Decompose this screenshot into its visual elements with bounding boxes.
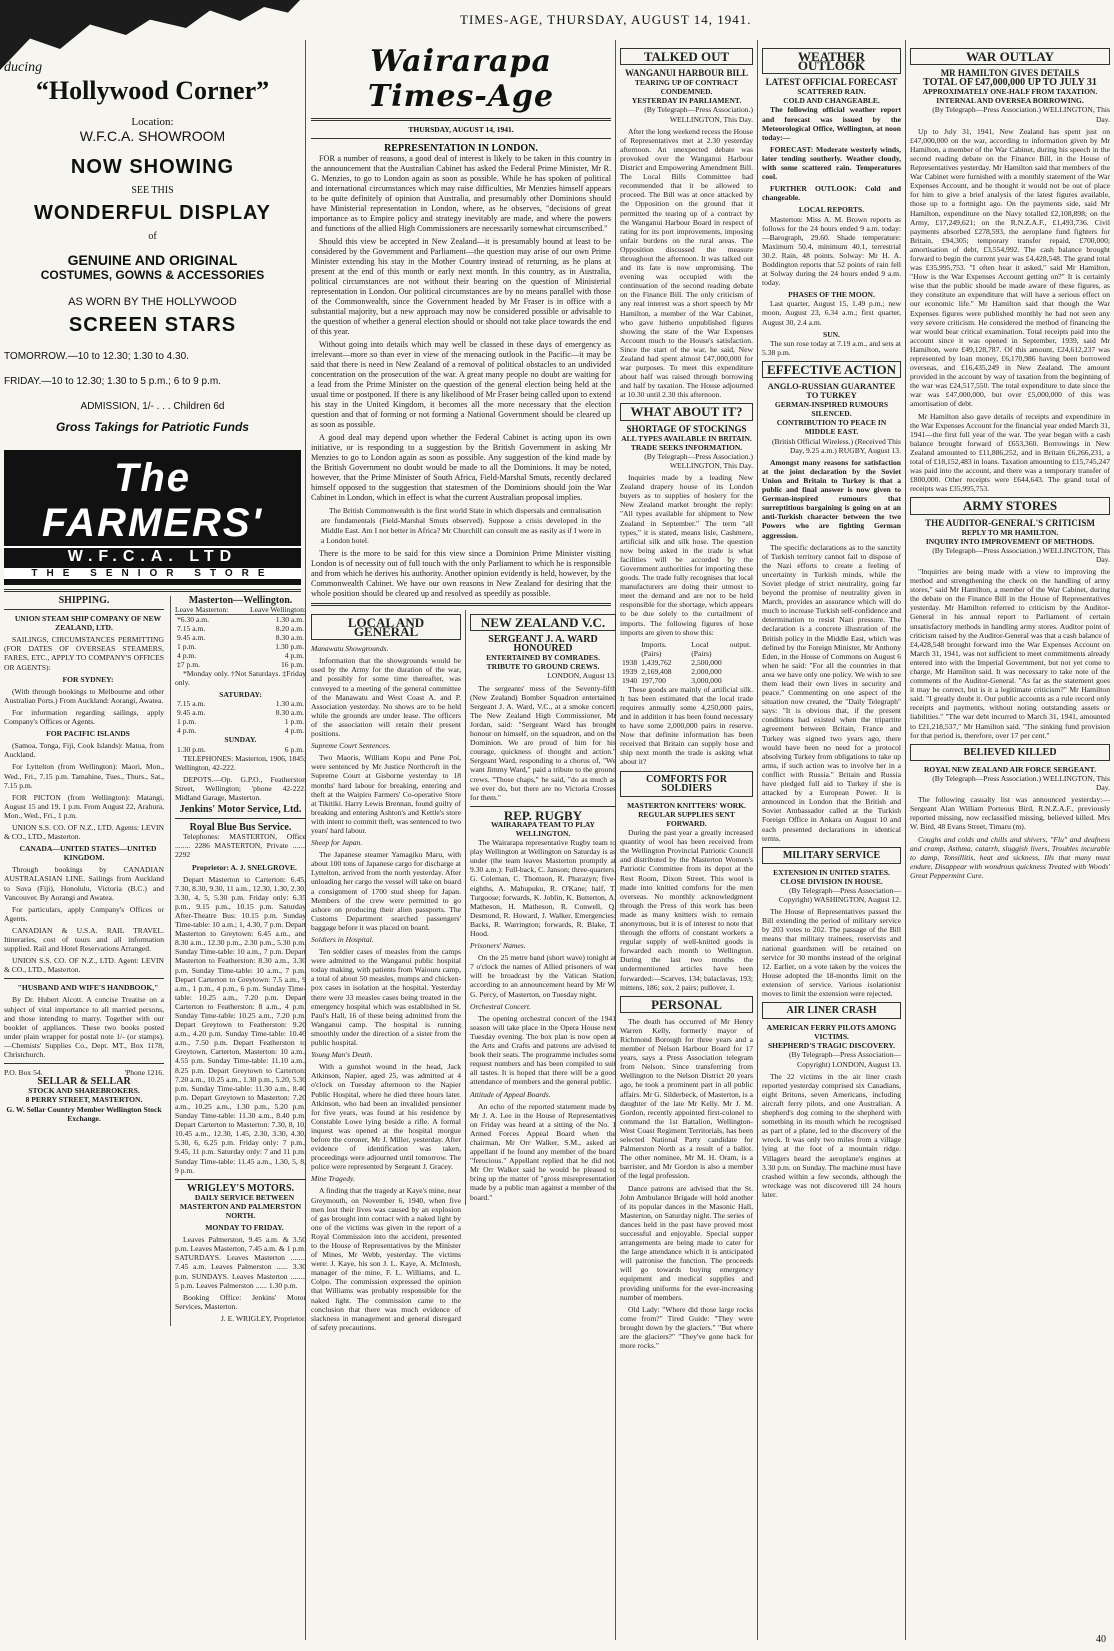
shipping-info: For information regarding sailings, apply Company's Offices or Agents.: [4, 707, 164, 727]
shipping-canada: Through bookings by CANADIAN AUSTRALASIAN LINE. Sailings from Auckland to Suva (Fiji), Honolulu, Victoria (B.C.) and Vancouver. By Aorangi and Awatea.: [4, 865, 164, 902]
news-area: [311, 610, 616, 1490]
table-row: [175, 699, 306, 708]
cell: 4 p.m.: [284, 726, 304, 736]
royal-blue-telephones: Telephones: MASTERTON, Office ........ 2286 MASTERTON, Private ....... 2292: [175, 832, 306, 860]
outlay-sub3: INTERNAL AND OVERSEA BORROWING.: [936, 96, 1084, 106]
weather-moon: Last quarter, August 15, 1.49 p.m.; new moon, August 23, 6.34 a.m.; first quarter, August 30, 2.4 a.m.: [762, 299, 901, 327]
cell: 1 p.m.: [177, 717, 197, 727]
farmers-senior: THE SENIOR STORE: [4, 568, 301, 579]
cell: 4 p.m.: [177, 726, 197, 736]
ad-stars: SCREEN STARS: [68, 314, 237, 336]
table-row: [175, 726, 306, 735]
what-heading: WHAT ABOUT IT?: [620, 403, 753, 420]
farmers-wfca: W.F.C.A. LTD: [4, 546, 301, 566]
book-ad-title: "HUSBAND AND WIFE'S HANDBOOK,": [17, 983, 159, 993]
ad-location-label: Location:: [131, 116, 174, 128]
comforts-sub: MASTERTON KNITTERS' WORK.: [627, 800, 746, 810]
column-war-outlay: [910, 44, 1110, 1649]
wrigley-days: MONDAY TO FRIDAY.: [205, 1223, 284, 1233]
cell: 2,500,000: [691, 657, 722, 667]
timetable-heading: Masterton—Wellington.: [188, 595, 293, 606]
vc-sub3: TRIBUTE TO GROUND CREWS.: [486, 662, 600, 672]
table-row: [620, 658, 753, 667]
editorial-quote: The British Commonwealth is the first world State in which dispersals and centralisation are fundamentals (Field-Marshal Smuts observed). Suppose a crisis developed in the Middle East. Am I not better in Africa? Mr Churchill can consult me as easily as if I were in a London hotel.: [321, 506, 601, 545]
army-sub3: INQUIRY INTO IMPROVEMENT OF METHODS.: [925, 536, 1095, 546]
cell: *6.30 a.m.: [177, 615, 210, 625]
timetable-leave-masterton: Leave Masterton:: [175, 605, 229, 615]
sellar-phone: 'Phone 1216.: [124, 1068, 164, 1078]
army-sub2: REPLY TO MR HAMILTON.: [961, 527, 1059, 537]
wrigley-heading: WRIGLEY'S MOTORS.: [186, 1182, 295, 1194]
weather-intro: The following official weather report and forecast was issued by the Meteorological Office, Wellington, at noon today:—: [762, 105, 901, 142]
weather-heading: WEATHER OUTLOOK: [762, 48, 901, 74]
sellar-address: 8 PERRY STREET, MASTERTON.: [25, 1095, 143, 1105]
weather-sub: LATEST OFFICIAL FORECAST: [765, 77, 898, 88]
cell: 1.30 a.m.: [275, 699, 304, 709]
talked-sub3: YESTERDAY IN PARLIAMENT.: [631, 96, 742, 106]
what-credit: (By Telegraph—Press Association.) WELLINGTON, This Day.: [644, 451, 753, 470]
outlay-heading: WAR OUTLAY: [910, 48, 1110, 65]
weather-forecast: FORECAST: Moderate westerly winds, later tending southerly. Weather cloudy, with some scattered rain. Temperatures cool.: [762, 144, 901, 182]
editorial-paragraph: A good deal may depend upon whether the Federal Cabinet is acting upon its own initiative, or is responding to a suggestion by the British Government in asking Mr Menzies to go to London again as soon as possible. Any suggestion of the kind made by the British Government no doubt would be made to all the Dominions. It may be noted, however, that the Prime Minister of South Africa, Field-Marshal Smuts, recently declared himself opposed to the suggestion that statesmen of the Dominions should join the War Cabinet in London, which in effect is what the current Australian proposal implies.: [311, 433, 611, 502]
royal-blue-body: Depart Masterton to Carterton: 6.45, 7.30, 8.30, 9.30, 11 a.m., 12.30, 1.30, 2.30, 3.30, 4, 5, 5.30 p.m. Friday only: 6.35 p.m., 9.15 p.m., 10.15 p.m. Saturday After-Theatre Bus: 10.15 p.m. Sunday Time-table: 10 a.m.; 1, 4.30, 7 p.m. Depart Masterton to Greytown: 6.45 a.m., and 8.30 a.m., 12.30 p.m., 2.30 p.m., 5.30 p.m. Sunday Time-table: 10 a.m., 7 p.m. Depart Masterton to Featherston: 8.30 a.m., 3.30 p.m. Sunday Time-table: 10 a.m., 7 p.m. Depart Carterton to Greytown: 7.5 a.m., 9 a.m., 1 p.m., 4 p.m., 6 p.m. Sunday Time-table: 10.25 a.m., 7.20 p.m. Depart Carterton to Featherston: 8 a.m., 4 p.m. Sunday Time-table: 10.25 a.m., 7.20 p.m. Depart Greytown to Featherston: 9.20 a.m., 4.20 p.m. Sunday Time-table: 10.40 a.m., 7.50 p.m. Depart Featherston to Greytown, Carterton, Masterton: 10 a.m., 4.55 p.m. Sunday Time-table: 11.10 a.m., 8.25 p.m. Depart Greytown to Carterton: 7.20 a.m., 10.25 a.m., 1.30 p.m., 5.20, 5.30 p.m. Sunday Time-table: 11.30 a.m., 8.40 p.m. Depart Greytown to Masterton: 7.20 a.m., 10.25 a.m., 1.30 p.m., 5.20 p.m. Sunday Time-table: 11.30 a.m., 8.40 p.m. Depart Carterton to Masterton: 7.30, 8, 10, 10.45 a.m., 12.30, 1.45, 2.30, 3.30, 4.30, 5.30, 6, 6.25 p.m. Friday only: 7 p.m., 9.45, 11 p.m. Saturday only: 7 and 11 p.m. Sunday Time-table: 11.45 a.m., 1.30, 5, 8, 9 p.m.: [175, 874, 306, 1175]
timetable-depots: DEPOTS.—Op. G.P.O., Featherston Street, Wellington; 'phone 42-222. Midland Garage, Masterton.: [175, 774, 306, 802]
shipping-union: UNION STEAM SHIP COMPANY OF NEW ZEALAND, LTD.: [14, 614, 162, 633]
local-paragraph: Ten soldier cases of measles from the camps were admitted to the Wanganui public hospital today making, with patients from Waiouru camp, a total of about 50 measles, mumps and chicken-pox cases in isolation at the hospital. Yesterday there were 33 measles cases being treated in the emergency hospital which was established in St. Paul's Hall, 16 of these being admitted from the Wanganui camp. The hospital is running smoothly under the direction of a sister from the public hospital.: [311, 947, 461, 1048]
local-general: [311, 610, 461, 1335]
outlay-body2: Mr Hamilton also gave details of receipts and expenditure in the War Expenses Account for the financial year ended March 31, 1941—the first full year of the war. The year began with a cash balance brought forward of £653,360. Borrowings in New Zealand amounted to £11,886,252, and in Britain £6,266,231, a total of £18,152,483 in loans. Taxation amounting to £15,745,247 was paid into the account, and there was a temporary transfer of £800,000. Other receipts were £644,643. The grand total of receipts was £35,995,753.: [910, 411, 1110, 494]
timetable-head-row: [175, 605, 306, 615]
table-row: [175, 651, 306, 660]
cell: [620, 640, 639, 658]
killed-sub: ROYAL NEW ZEALAND AIR FORCE SERGEANT.: [924, 764, 1096, 774]
shipping-canada-head: CANADA—UNITED STATES—UNITED KINGDOM.: [19, 844, 157, 863]
weather-sun: The sun rose today at 7.19 a.m., and sets at 5.38 p.m.: [762, 338, 901, 357]
editorial-paragraph: FOR a number of reasons, a good deal of interest is likely to be taken in this country in the announcement that the Australian Cabinet has asked the Federal Prime Minister, Mr R. G. Menzies, to go to London again as soon as possible. While he has spoken of political and international circumstances which may raise difficulties, Mr Menzies himself appears to be quite definitely of opinion that Australia, and presumably other Dominions should have Ministerial representation in London, where, as he observes, "decisions of great importance as to Empire policy and strategy inevitably are made, and where the powers and functions of the allied High Commissioners are necessarily somewhat circumscribed.": [311, 154, 611, 233]
personal-joke: Old Lady: "Where did those large rocks come from?" Tired Guide: "They were brought down by the glaciers." "But where are the glaciers?" "They've gone back for more rocks.": [620, 1304, 753, 1351]
column-talked-out: [620, 44, 753, 1649]
book-ad-body: By Dr. Hubert Alcott. A concise Treatise on a subject of vital importance to all married persons, and those intending to marry. Together with our booklet of appliances. These two books posted under plain wrapper for postal note 1/- (or stamps).—Chemists' Supplies Co., Dept. MT., Box 1178, Christchurch.: [4, 995, 164, 1060]
cell: 197,700: [641, 675, 666, 685]
masthead: Wairarapa Times-Age: [367, 44, 555, 114]
airliner-body: The 22 victims in the air liner crash reported yesterday comprised six Canadians, eight Britons, seven Americans, including aircraft ferry pilots, and one Australian. A shepherd's dog coming to the shepherd with something in its mouth which he recognised as part of a plane, led to the discovery of the wreck. It was only two miles from a village lying at the foot of a mountain ridge. Villagers heard the aeroplane's engines at 3.30 p.m. on Sunday. The machine must have crashed within a few seconds, although the wreckage was not discovered till 24 hours later.: [762, 1071, 901, 1199]
what-sub: SHORTAGE OF STOCKINGS: [626, 423, 747, 434]
weather-sub3: COLD AND CHANGEABLE.: [783, 96, 880, 106]
editorial-date: THURSDAY, AUGUST 14, 1941.: [408, 125, 514, 134]
killed-ad: Coughs and colds and chills and shivers, "Flu" and deafness and cramp, Asthma, catarrh, sluggish livers, Troubles incurable to damp, Tonsillitis, heat and sickness, Ills that many must endure, Disappear with wondrous quickness Treated with Woods' Great Peppermint Cure.: [910, 834, 1110, 880]
cell: 9.45 a.m.: [177, 708, 206, 718]
vc-sub2: ENTERTAINED BY COMRADES.: [486, 653, 600, 663]
weather-moon-head: PHASES OF THE MOON.: [788, 290, 875, 300]
shipping-notice: [4, 596, 164, 1123]
action-credit: (British Official Wireless.) (Received This Day, 9.25 a.m.) RUGBY, August 13.: [772, 436, 901, 455]
comforts-sub2: REGULAR SUPPLIES SENT FORWARD.: [638, 809, 735, 828]
column-rule: [757, 40, 758, 1640]
editorial-paragraph: There is the more to be said for this view since a Dominion Prime Minister visiting London is of necessity out of full touch with the only Parliament to which he is responsible and from which he derives his authority. Another opinion evidently is held, however, by the Commonwealth Cabinet. We have our own reasons in New Zealand for desiring that the whole position should be cleared up and resolved as speedily as possible.: [311, 549, 611, 598]
cell: 8.20 a.m.: [275, 624, 304, 634]
rugby-sub: WAIRARAPA TEAM TO PLAY WELLINGTON.: [491, 819, 595, 838]
what-sub3: TRADE SEEKS INFORMATION.: [630, 442, 743, 452]
folio: 40: [1096, 1634, 1106, 1645]
editorial-title: REPRESENTATION IN LONDON.: [384, 143, 538, 154]
vc-rugby: [465, 610, 616, 1205]
ad-location: W.F.C.A. SHOWROOM: [79, 128, 226, 144]
classified-area: [4, 595, 306, 1446]
timetable-sunday: SUNDAY.: [224, 735, 257, 745]
airliner-credit: (By Telegraph—Press Association—Copyright) LONDON, August 13.: [789, 1050, 901, 1069]
army-heading: ARMY STORES: [910, 497, 1110, 514]
personal-body2: Dance patrons are advised that the St. John Ambulance Brigade will hold another of its popular dances in the Masonic Hall, Masterton, on Saturday night. The series of dances held in the past have proved most successful and enjoyable. Special supper arrangements are being made to cater for the large attendance which it is anticipated will patronise the function. The proceeds will go towards buying emergency equipment and medical supplies and providing uniforms for the ever-increasing number of members.: [620, 1183, 753, 1302]
wrigley-booking: Booking Office: Jenkins' Motor Services, Masterton.: [175, 1292, 306, 1311]
military-credit: (By Telegraph—Press Association—Copyright) WASHINGTON, August 12.: [778, 885, 901, 905]
military-sub: EXTENSION IN UNITED STATES.: [773, 867, 890, 877]
sellar-name: SELLAR & SELLAR: [37, 1076, 131, 1088]
shipping-sydney: (With through bookings to Melbourne and other Australian Ports.) From Auckland: Aorangi, Awatea.: [4, 686, 164, 705]
table-row: [175, 624, 306, 633]
shipping-sailings: SAILINGS, CIRCUMSTANCES PERMITTING (FOR DATES OF OVERSEAS STEAMERS, FARES, ETC., APPLY TO COMPANY'S OFFICES OR AGENTS):: [4, 635, 164, 672]
cell: 1 p.m.: [284, 717, 304, 727]
centre-columns: [311, 44, 616, 1649]
military-heading: MILITARY SERVICE: [762, 847, 901, 864]
local-subhead: Soldiers in Hospital.: [311, 935, 374, 944]
wrigley-sub: DAILY SERVICE BETWEEN MASTERTON AND PALMERSTON NORTH.: [179, 1192, 302, 1220]
local-paragraph: With a gunshot wound in the head, Jack Atkinson, Napier, aged 25, was admitted at 4 o'clock on Tuesday afternoon to the Napier Public Hospital, where he died three hours later. Atkinson, who had been an invalided pensioner for five years, was found at his residence by Constable Lowe lying beside a rifle. A formal inquest was opened at the hospital morgue before the coroner, Mr J. Miller, yesterday. After evidence of identification was taken, proceedings were adjourned until tomorrow. The police were represented by Sergeant J. Gracey.: [311, 1062, 461, 1172]
ad-friday: FRIDAY.—10 to 12.30; 1.30 to 5 p.m.; 6 to 9 p.m.: [4, 376, 221, 387]
left-column: [4, 60, 306, 1650]
local-subhead: Supreme Court Sentences.: [311, 741, 391, 751]
sellar-member: G. W. Sellar Country Member Wellington Stock Exchange.: [6, 1104, 162, 1123]
cell: 1940: [622, 675, 638, 685]
action-sub3: CONTRIBUTION TO PEACE IN MIDDLE EAST.: [776, 418, 887, 437]
column-weather: [762, 44, 901, 1649]
royal-blue-heading: Royal Blue Bus Service.: [189, 822, 292, 834]
local-subhead: Sheep for Japan.: [311, 838, 363, 848]
cell: 4 p.m.: [177, 651, 197, 661]
column-rule: [905, 40, 906, 1640]
weather-further: FURTHER OUTLOOK: Cold and changeable.: [762, 184, 901, 203]
editorial-paragraph: Without going into details which may well be classed in these days of emergency as irrelevant—more so than ever in view of the menacing outlook in the Pacific—it may be said that there is need in New Zealand of a removal of political obstacles to an undivided concentration on the prosecution of the war. A great many people no doubt are waiting for a lead from the Prime Minister on the question of the general election being held at the usual time or postponed. If there is any likelihood of Mr Fraser being called upon to extend his stay in the United Kingdom, it becomes all the more necessary that the election question and that of forming or not forming a National Government should be cleared up as soon as possible.: [311, 340, 611, 429]
army-body: "Inquiries are being made with a view to improving the method and strengthening the check on the handling of army stores," said Mr Hamilton, a member of the War Cabinet, during the debate on the Finance Bill in the House of Representatives yesterday. Mr Hamilton referred to criticism by the Auditor-General in his annual report to Parliament of certain unsatisfactory methods in handling army stores. Auditor point of criticism raised by the Auditor-General was that a cash balance of £4,428,548 brought forward into the War Expenses Account on March 31, 1941, was not sufficient to meet commitments already entered into with the Imperial Government, but not yet come to charge, Mr Hamilton said. It was necessary to take note of the comments of the Auditor-General. "As far as the statement goes it may be correct, but is it a legitimate criticism?" Mr Hamilton said. "I greatly doubt it. Our public accounts as a rule record only receipts and payments, without noting outstanding assets or liabilities." "The war debt incurred to March 31, 1941, amounted to £21,218,537," Mr Hamilton said. "The sinking fund provision for that period is, therefore, over 17 per cent.": [910, 566, 1110, 740]
army-sub: THE AUDITOR-GENERAL'S CRITICISM: [925, 517, 1095, 528]
table-row: [175, 717, 306, 726]
outlay-total: TOTAL OF £47,000,000 UP TO JULY 31: [923, 77, 1097, 89]
ad-admission: ADMISSION, 1/- . . . Children 6d: [80, 401, 225, 412]
ad-of: of: [148, 231, 157, 242]
farmers-logo: [4, 450, 301, 585]
cell: 4 p.m.: [284, 651, 304, 661]
table-row: [175, 745, 306, 754]
cell: 7.15 a.m.: [177, 699, 206, 709]
action-sub2: GERMAN-INSPIRED RUMOURS SILENCED.: [774, 400, 889, 419]
cell: 1 p.m.: [177, 642, 197, 652]
local-subhead: Manawatu Showgrounds.: [311, 644, 389, 654]
hose-table: [620, 640, 753, 685]
vc-credit: LONDON, August 13.: [547, 671, 616, 681]
timetable-telephones: TELEPHONES: Masterton, 1906, 1845; Wellington, 42-222.: [175, 753, 306, 772]
outlay-credit: (By Telegraph—Press Association.) WELLINGTON, This Day.: [932, 105, 1110, 124]
cell: 1938: [622, 657, 638, 667]
table-row: [620, 667, 753, 676]
local-paragraph: Information that the showgrounds would be used by the Army for the duration of the war, and possibly for some time thereafter, was conveyed to a meeting of the general committee of the Manawatu and West Coast A. and P. Association yesterday. No shows are to be held while the grounds are under lease. The officers of the association will retain their present positions.: [311, 656, 461, 739]
outlay-sub2: APPROXIMATELY ONE-HALF FROM TAXATION.: [922, 87, 1098, 97]
ad-tomorrow: TOMORROW.—10 to 12.30; 1.30 to 4.30.: [4, 351, 189, 362]
military-body: The House of Representatives passed the Bill extending the period of military service by 203 votes to 202. The passage of the Bill means that military trainees, reservists and national guardsmen will be retained on service for 30 months instead of the original 12. Earlier, on a vote taken by the voices the House adopted the 18-months limit on the extension of service. Various isolationist moves to limit the extension were rejected.: [762, 907, 901, 998]
cell: 7.15 a.m.: [177, 624, 206, 634]
vc-sub: SERGEANT J. A. WARD HONOURED: [488, 634, 598, 655]
timetable-weekday: [175, 615, 306, 669]
shipping-sydney-head: FOR SYDNEY:: [62, 674, 114, 684]
cell: Local output. (Pairs): [691, 639, 751, 658]
local-paragraph: Two Maoris, William Kopu and Pene Poi, were sentenced by Mr Justice Northcroft in the Supreme Court at Gisborne yesterday to 18 months' hard labour for breaking, entering and theft at the Waipiro Farmers' Co-operative Store at Tikitiki. Harry Lewis Brennan, found guilty of breaking and entering Ashton's and Kettle's store with intent to commit theft, was sentenced to two years' hard labour.: [311, 753, 461, 835]
cell: 16 p.m.: [281, 660, 304, 670]
weather-sun-head: SUN.: [823, 329, 840, 339]
shipping-pacific-head: FOR PACIFIC ISLANDS: [46, 729, 130, 739]
rugby-body: The Wairarapa representative Rugby team to play Wellington at Wellington on Saturday is as under (the team leaves Masterton promptly at 9.30 a.m.): Full-back, C. Janson; three-quarters, G. Coleman, C. Thomson, R. Pharazyn; five-eighths, A. Mahupuku, R. O'Kane; half, T. Turgoose; forwards, K. Joblin, K. Butterton, A. Matheson, H. Matheson, R. Conwell, Q. Desmond, R. Howard, J. Walker. Emergencies: Backs, R. Warrington; forwards, R. Blake, T. Hood.: [470, 838, 616, 938]
timetable-leave-wellington: Leave Wellington:: [250, 605, 306, 615]
killed-credit: (By Telegraph—Press Association.) WELLINGTON, This Day.: [932, 773, 1110, 793]
vc-body: The sergeants' mess of the Seventy-fifth (New Zealand) Bomber Squadron entertained Sergeant J. A. Ward, V.C., at a smoke concert. The New Zealand High Commissioner, Mr Jordan, said: "Sergeant Ward has brought honour on himself, on the squadron, and on the Dominion. We are proud of him for his courage, quickness of thought and action." Sergeant Ward, responding to a chorus of, "We want Jimmy Ward," paid a tribute to the ground crews. "Those chaps," he said, "do as much as we ever do, but there are no Victoria Crosses for them.": [470, 683, 616, 802]
personal-heading: PERSONAL: [620, 996, 753, 1013]
royal-blue-proprietor: Proprietor: A. J. SNELGROVE.: [192, 862, 297, 872]
shipping-agents: UNION S.S. CO. OF N.Z., LTD. Agents: LEVIN & CO., LTD., Masterton.: [4, 822, 164, 842]
shipping-particulars: For particulars, apply Company's Offices or Agents.: [4, 904, 164, 923]
comforts-heading: COMFORTS FOR SOLDIERS: [620, 771, 753, 797]
timetable-sat: [175, 699, 306, 735]
weather-sub2: SCATTERED RAIN.: [797, 87, 866, 97]
action-body: The specific declarations as to the sanctity of Turkish territory cannot fail to dispose of the Nazi efforts to create a feeling of uncertainty in Turkish minds, while the Soviet pledge of strict neutrality, going far beyond the promise of neutrality given in March, provides an assurance which will do much to increase Turkish self-confidence and determination to resist Nazi pressure. The declaration is a concrete illustration of the British policy in the Middle East, which was defined by the Foreign Minister, Mr Anthony Eden, in the House of Commons on August 6 when he said: "For all the countries in that area we have only one policy. We wish to see them lead their own lives in security and peace." Commenting on one aspect of the situation now created, the "Daily Telegraph" says: "It is obvious that, if the present conditions had existed when the tripartite agreement between Britain, France and Turkey was signed two years ago, there would have been no need for a protocol absolving Turkey from obligations to take up arms, if such action was to involve her in a conflict with Russia." Britain and Russia have pledged full aid to Turkey if she is attacked by a European Power. It is announced in London that the British and Soviet Ambassador called at the Turkish Foreign Office in Ankara on August 10 and each presented declarations in identical terms.: [762, 542, 901, 843]
local-paragraph: The Japanese steamer Yamagiku Maru, with about 100 tons of Japanese cargo for discharge at Lyttelton, arrived from the north yesterday. After unloading her cargo the vessel will take on board a consignment of 1700 stud sheep for Japan. Members of the crew were permitted to go ashore on producing their alien passports. The Customs Department searched passengers' baggage before it was placed on board.: [311, 850, 461, 932]
local-subhead: Young Man's Death.: [311, 1050, 373, 1060]
personal-body: The death has occurred of Mr Henry Warren Kelly, formerly mayor of Richmond Borough for three years and a member of Nelson Harbour Board for 17 years, says a Press Association telegram from Nelson. Since transferring from Wellington to the Nelson District 20 years ago, he took a prominent part in all public affairs. Mr G. Silderbeck, of Masterton, is a daughter of the late Mr Kelly. Mr J. M. Gordon, recently appointed first-colonel to command the 1st Battalion, Wellington-West Coast Regiment Territorials, has been selected National Party candidate for Palmerston North as a result of a ballot. The other nominee, Mr M. H. Oram, is a barrister, and Mr Gordon is also a member of the legal profession.: [620, 1016, 753, 1181]
airliner-sub: AMERICAN FERRY PILOTS AMONG VICTIMS.: [766, 1023, 897, 1042]
ad-kicker: ducing: [4, 60, 43, 75]
table-row: [620, 676, 753, 685]
table-row: [175, 615, 306, 624]
ad-gross: Gross Takings for Patriotic Funds: [56, 420, 249, 434]
what-after: These goods are mainly of artificial silk. It has been estimated that the local trade requires annually some 4,250,000 pairs, and in addition it has been found necessary to have some 2,000,000 pairs in reserve. Now that definite information has been received that Britain can supply hose and ship next month the trade is asking what about it?: [620, 684, 753, 767]
hollywood-ad: [4, 60, 301, 585]
cell: 2,169,408: [641, 666, 672, 676]
local-paragraph: A finding that the tragedy at Kaye's mine, near Greymouth, on November 6, 1940, when five men lost their lives was caused by an explosion of gas brought into contact with a naked light by one of the victims was given in the report of a Royal Commission into the accident, presented to the House of Representatives by the Minister of Mines, Mr Webb, yesterday. The victims were: J. Kaye, his son J. L. Kaye, A. McIntosh, manager of the mine, F. L. Williams, and L. Colpo. The commission expressed the opinion that Williams was probably responsible for the naked light. The commission came to the conclusion that there was much evidence of slackness in management and general disregard of safety precautions.: [311, 1186, 461, 1332]
table-row: [175, 633, 306, 642]
comforts-body: During the past year a greatly increased quantity of wool has been received from the Wellington Provincial Patriotic Council and distributed by the Masterton Women's Patriotic Committee from its depot at the Rest Room, Dixon Street. This wool is made into knitted comforts for the men overseas. No monthly acknowledgment through the Press of this work has been made as many knitters wish to remain anonymous, but it is of interest to note that through the efforts of constant workers a regular supply of well-knitted goods is forwarded each month to Wellington. During the last two months the undermentioned articles have been forwarded:—Scarves, 134; balaclavas, 193; mittens, 186; sox, 2 pairs; pullover, 1.: [620, 828, 753, 992]
ad-costumes: COSTUMES, GOWNS & ACCESSORIES: [40, 268, 265, 282]
ad-genuine: GENUINE AND ORIGINAL: [67, 252, 238, 268]
timetables: [170, 596, 306, 1326]
talked-heading: TALKED OUT: [620, 48, 753, 65]
timetable-notes: *Monday only. †Not Saturdays. ‡Friday only.: [175, 669, 306, 688]
cell: ‡7 p.m.: [177, 660, 200, 670]
ad-display: WONDERFUL DISPLAY: [33, 202, 272, 224]
timetable-saturday: SATURDAY:: [219, 690, 262, 700]
cell: 1.30 p.m.: [275, 642, 304, 652]
cell: 6 p.m.: [284, 744, 304, 754]
killed-heading: BELIEVED KILLED: [910, 744, 1110, 761]
cell: 3,000,000: [691, 675, 722, 685]
airliner-sub2: SHEPHERD'S TRAGIC DISCOVERY.: [767, 1041, 896, 1051]
shipping-cpr: CANADIAN & U.S.A. RAIL TRAVEL. Itineraries, cost of tours and all information supplied. Rail and Hotel Reservations Arranged.: [4, 925, 164, 954]
wrigley-body: Leaves Palmerston, 9.45 a.m. & 3.50 p.m. Leaves Masterton, 7.45 a.m. & 1 p.m. SATURDAYS. Leaves Masterton ........ 7.45 a.m. Leaves Palmerston ...... 3.30 p.m. SUNDAYS. Leaves Masterton ........ 5 p.m. Leaves Palmerston ...... 1.30 p.m.: [175, 1235, 306, 1290]
shipping-picton: FOR PICTON (from Wellington): Matangi, August 15 and 19, 1 p.m. From August 22, Arahura, Mon., Wed., Fri., 1 p.m.: [4, 792, 164, 820]
shipping-lyttelton: For Lyttelton (from Wellington): Maori, Mon., Wed., Fri., 7.15 p.m. Tamahine, Tues., Thurs., Sat., 7.15 p.m.: [4, 762, 164, 790]
outlay-body: Up to July 31, 1941, New Zealand has spent just on £47,000,000 on the war, according to information given by Mr Hamilton, a member of the War Cabinet, during his speech in the second reading debate on the Finance Bill, in the House of Representatives yesterday. Mr Hamilton said that members of the War Cabinet were furnished with a monthly statement of the War Expenses Account, and he thought it would not be out of place for him to give a brief analysis of the latest figures available, those up to a fortnight ago. On the payments side, said Mr Hamilton, expenditure on the Navy totalled £2,108,898; on the Army, £17,249,621; on the R.N.Z.A.F., £1,493,736. Civil payments absorbed £278,593, the aeroplane fund fighters for Britain, £94,305; temporary transfer repaid, £700,000; amortisation of debt, £3,554,992. The cash balance brought forward to begin the current year was £4,428,548. The grand total was £35,995,753. "I often hear it asked," said Mr Hamilton, "How is the War Expenses Account getting on?" It is certainly wise that the public should be made aware of these figures, as they constitute an expenditure that will have a serious effect on our economic life." Mr Hamilton said that though the War Expenses figures were published monthly he had not seen any very severe criticism. He considered the method of financing the war would bear critical examination. Total receipts paid into the account since it was opened in September, 1939, said Mr Hamilton, were £49,128,787. Of this amount, £24,612,237 was represented by loan money, £6,170,986 having been borrowed overseas, and £16,435,249 in New Zealand. The amount provided in the account by way of taxation from the beginning of the war was £24,517,550. The total expenditure to date since the war was £47,000,000, but over £5,000,000 of this was amortisation of debt.: [910, 126, 1110, 409]
talked-body: After the long weekend recess the House of Representatives met at 2.30 yesterday afternoon. An unexpected debate was provoked over the Wanganui Harbour District and Empowering Amendment Bill. The Local Bills Committee had recommended that it be allowed to proceed. The Bill was at once attacked by the Opposition on the ground that it permitted the tearing up of a contract by the Wanganui Harbour Board in respect of rating for its port improvements, imposing unfair burdens on the rural areas. The Opposition discussed the measure throughout the afternoon. It was talked out and its fate is now unpromising. The evening was occupied with the continuation of the second reading debate on the Finance Bill. The only criticism of any real interest was a short speech by Mr Hamilton, a member of the War Cabinet, who gave hitherto unpublished figures showing the state of the War Expenses Account much to the House's satisfaction. Since the start of the war, he said, New Zealand had spent almost £47,000,000 for war purposes. To meet this expenditure about half was raised through borrowing and half by taxation. The House adjourned at 10.30 until 2.30 this afternoon.: [620, 126, 753, 400]
what-sub2: ALL TYPES AVAILABLE IN BRITAIN.: [621, 433, 752, 443]
table-header-row: [620, 640, 753, 658]
killed-body: The following casualty list was announced yesterday:— Sergeant Alan William Porteous Bird, R.N.Z.A.F., previously reported missing, now reclassified missing, believed killed. Mrs W. Bird, 48 Evans Street, Timaru (m).: [910, 795, 1110, 832]
outlay-sub: MR HAMILTON GIVES DETAILS: [940, 68, 1080, 79]
shipping-heading: SHIPPING.: [58, 595, 110, 606]
wrigley-proprietor: J. E. WRIGLEY, Proprietor.: [220, 1313, 306, 1323]
cell: 2,000,000: [691, 666, 722, 676]
cell: 1939: [622, 666, 638, 676]
cell: 1.30 p.m.: [177, 744, 206, 754]
local-subhead: Mine Tragedy.: [311, 1174, 355, 1184]
cell: 8.30 a.m.: [275, 633, 304, 643]
rugby-subhead: Orchestral Concert.: [470, 1001, 531, 1011]
rugby-subhead: Attitude of Appeal Boards.: [470, 1089, 551, 1099]
table-row: [175, 660, 306, 669]
local-heading: LOCAL AND GENERAL: [311, 614, 461, 640]
military-sub2: CLOSE DIVISION IN HOUSE.: [780, 876, 883, 886]
airliner-heading: AIR LINER CRASH: [762, 1002, 901, 1019]
ad-see-this: SEE THIS: [131, 185, 174, 196]
cell: 1,439,762: [641, 657, 672, 667]
cell: 1.30 a.m.: [275, 615, 304, 625]
running-head: TIMES-AGE, THURSDAY, AUGUST 14, 1941.: [460, 12, 752, 27]
cell: Imports. (Pairs): [641, 639, 667, 658]
editorial-body: [311, 154, 611, 599]
ad-as-worn: AS WORN BY THE HOLLYWOOD: [68, 296, 237, 308]
cell: 9.45 a.m.: [177, 633, 206, 643]
sellar-line: STOCK AND SHAREBROKERS.: [28, 1086, 140, 1096]
timetable-jenkins: Jenkins' Motor Service, Ltd.: [179, 804, 302, 816]
rugby-heading: REP. RUGBY: [503, 807, 583, 823]
rugby-paragraph: The opening orchestral concert of the 1941 season will take place in the Opera House next Tuesday evening. The box plan is now open at the Arts and Crafts and patrons are advised to book their seats. The programme includes some request numbers and has been compiled to suit all tastes. It is hoped that there will be a good attendance of members and the general public.: [470, 1013, 616, 1087]
talked-sub: WANGANUI HARBOUR BILL: [624, 68, 749, 79]
timetable-sun: [175, 745, 306, 754]
rugby-paragraph: An echo of the reported statement made by Mr J. A. Lee in the House of Representatives on Friday was heard at a sitting of the No. 1 Armed Forces Appeal Board when the chairman, Mr Orr Walker, S.M., asked an appellant if he found any member of the board "ferocious." Appellant replied that he did not. Mr Orr Walker said he would be pleased to bring up the matter of "gross misrepresentation made by a public man against a member of the board.": [470, 1101, 616, 1202]
talked-credit: (By Telegraph—Press Association.) WELLINGTON, This Day.: [644, 105, 753, 124]
shipping-agents2: UNION S.S. CO. OF N.Z., LTD. Agent: LEVIN & CO., LTD., Masterton.: [4, 956, 164, 975]
rugby-paragraph: On the 25 metre band (short wave) tonight at 7 o'clock the names of Allied prisoners of war will be broadcast by the Vatican Station, according to an announcement heard by Mr W. G. Percy, of Masterton, on Tuesday night.: [470, 953, 616, 999]
vc-heading: NEW ZEALAND V.C.: [470, 614, 616, 631]
talked-sub2: TEARING UP OF CONTRACT CONDEMNED.: [634, 78, 739, 97]
rugby-subhead: Prisoners' Names.: [470, 941, 526, 951]
table-row: [175, 642, 306, 651]
action-heading: EFFECTIVE ACTION: [762, 361, 901, 378]
ad-now-showing: NOW SHOWING: [70, 156, 235, 178]
action-lead: Amongst many reasons for satisfaction at the joint declaration by the Soviet Union and Britain to Turkey is that a public and final answer is now given to German-inspired rumours that surreptitious bargaining is going on at an anti-Turkish character between the two Powers who are fighting German aggression.: [762, 457, 901, 540]
weather-local-head: LOCAL REPORTS.: [798, 205, 865, 215]
weather-local: Masterton: Miss A. M. Brown reports as follows for the 24 hours ended 9 a.m. today:—Barograph, 29.60. Shade temperature: Maximum 50.4, minimum 40.1, terrestrial 30.2. Rain, 48 points. Solway: Mr H. A. Boddington reports that 52 points of rain fell at Solway during the 24 hours ended 9 a.m. today.: [762, 214, 901, 288]
table-row: [175, 708, 306, 717]
ad-title: “Hollywood Corner”: [35, 76, 270, 105]
farmers-name: The FARMERS': [41, 456, 264, 545]
what-body: Inquiries made by a leading New Zealand drapery house of its London buyers as to supplies of hosiery for the New Zealand market brought the reply: "All types available for shipment to New Zealand in September." The term "all types," it is stated, means lisle, Cashmere, artificial silk and silk hose. The question now being asked in the trade is what facilities will be accorded by the Government authorities for importing these goods. The trade fully recognises that local manufacturers are doing their utmost to meet the demand and are not to be held responsible for the shortage, which appears to be due solely to the curtailment of imports. The following figures of hose imports are given to show this:: [620, 473, 753, 637]
shipping-pacific: (Samoa, Tonga, Fiji, Cook Islands): Matua, from Auckland.: [4, 741, 164, 760]
action-sub: ANGLO-RUSSIAN GUARANTEE TO TURKEY: [767, 381, 896, 401]
army-credit: (By Telegraph—Press Association.) WELLINGTON, This Day.: [932, 545, 1110, 564]
editorial-paragraph: Should this view be accepted in New Zealand—it is presumably bound at least to be considered by the Government and Parliament—the question may arise of our own Prime Minister extending his stay in the Mother Country instead of returning, as he plans at present at the end of this month or early next month. In this country, as in Australia, political circumstances are not without their bearing on the question of Ministerial representation in London. Our political circumstances are by no means parallel with those of the Commonwealth, since the Government headed by Mr Fraser is in office with a substantial majority, but a new approach may now be considered possible or advisable to the question of whether a general election should or should not take place towards the end of this year.: [311, 237, 611, 336]
sellar-box: P.O. Box 54.: [4, 1068, 43, 1078]
cell: 8.30 a.m.: [275, 708, 304, 718]
